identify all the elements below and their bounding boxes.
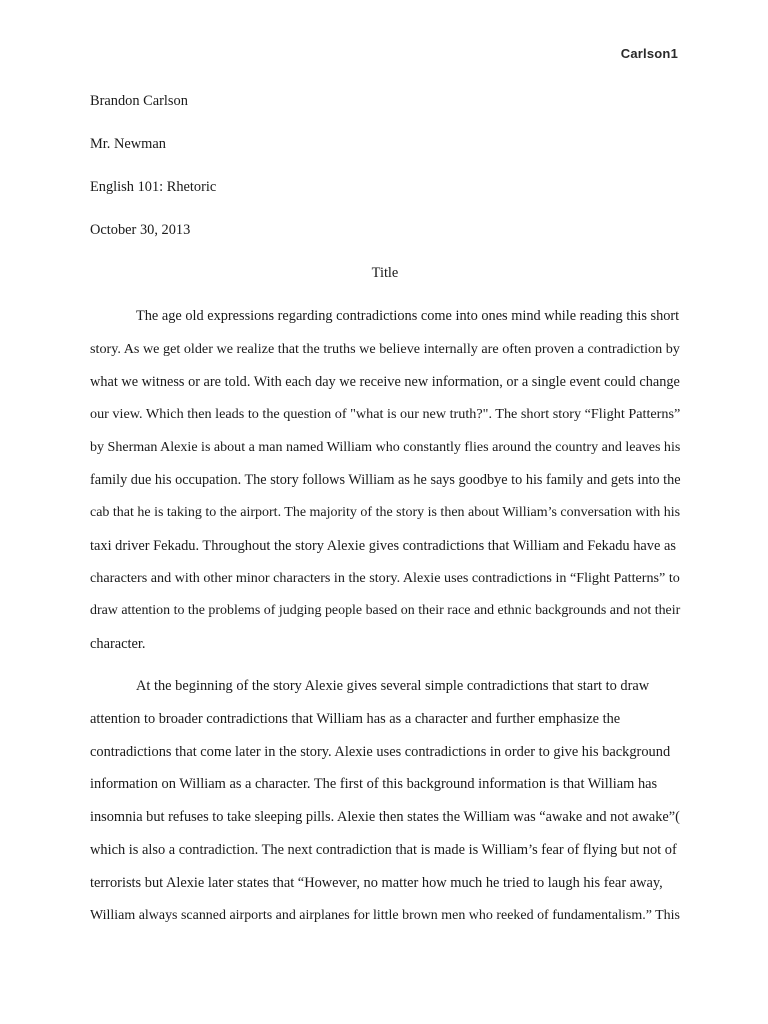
document-date: October 30, 2013 (90, 222, 191, 238)
essay-title: Title (371, 265, 399, 281)
paragraph-line: terrorists but Alexie later states that “However, no matter how much he tried to laugh his fear away, (90, 874, 663, 891)
paragraph-line: taxi driver Fekadu. Throughout the story Alexie gives contradictions that William and Fekadu have as (90, 537, 676, 554)
paragraph-line: by Sherman Alexie is about a man named William who constantly flies around the country and leaves his (90, 439, 681, 456)
paragraph-line: which is also a contradiction. The next contradiction that is made is William’s fear of flying but not of (90, 841, 677, 858)
paragraph-line: draw attention to the problems of judging people based on their race and ethnic backgrounds and not their (90, 603, 681, 619)
paragraph-line: At the beginning of the story Alexie gives several simple contradictions that start to draw (136, 678, 650, 694)
paragraph-line: William always scanned airports and airplanes for little brown men who reeked of fundamentalism.” This (90, 907, 680, 923)
instructor-name: Mr. Newman (90, 136, 166, 152)
mla-heading-block (90, 91, 680, 263)
paragraph-line: what we witness or are told. With each day we receive new information, or a single event could change (90, 373, 680, 390)
paragraph-line: our view. Which then leads to the question of "what is our new truth?". The short story “Flight Patterns” (90, 406, 681, 423)
body-paragraph-2 (90, 676, 680, 938)
paragraph-line: cab that he is taking to the airport. The majority of the story is then about William’s conversation with his (90, 504, 681, 520)
course-name: English 101: Rhetoric (90, 179, 217, 195)
paragraph-line: The age old expressions regarding contradictions come into ones mind while reading this short (136, 308, 680, 324)
paragraph-line: character. (90, 635, 146, 652)
paragraph-line: family due his occupation. The story follows William as he says goodbye to his family and gets into the (90, 471, 681, 488)
paragraph-line: information on William as a character. The first of this background information is that William has (90, 776, 658, 793)
paragraph-line: characters and with other minor characters in the story. Alexie uses contradictions in “Flight Patterns” to (90, 570, 680, 587)
paragraph-line: insomnia but refuses to take sleeping pills. Alexie then states the William was “awake and not awake”( (90, 809, 680, 826)
running-header: Carlson1 (620, 46, 678, 61)
paragraph-line: attention to broader contradictions that William has as a character and further emphasize the (90, 710, 621, 727)
author-name: Brandon Carlson (90, 93, 188, 109)
paragraph-line: contradictions that come later in the story. Alexie uses contradictions in order to give his background (90, 743, 671, 760)
body-paragraph-1 (90, 306, 680, 667)
paragraph-line: story. As we get older we realize that the truths we believe internally are often proven a contradiction by (90, 340, 680, 357)
